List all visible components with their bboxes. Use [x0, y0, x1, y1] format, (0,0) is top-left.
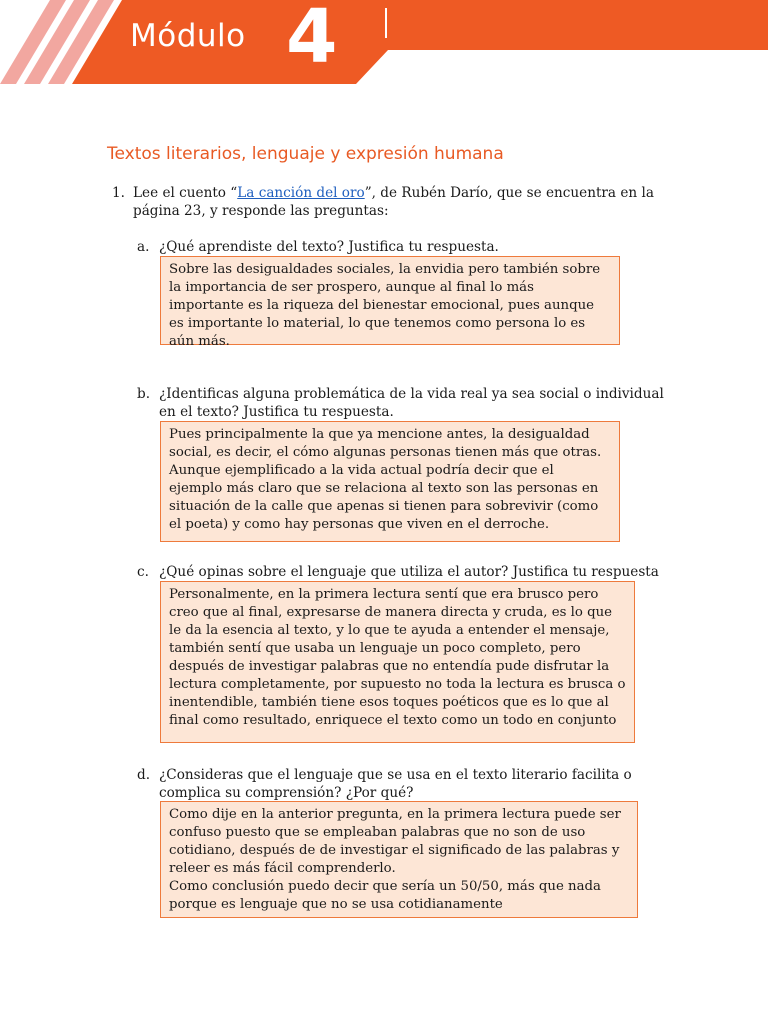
- subquestion-text: ¿Identificas alguna problemática de la vida real ya sea social o individual en el texto? Justifica tu respuesta.: [159, 386, 664, 420]
- section-title: Textos literarios, lenguaje y expresión humana: [107, 144, 504, 164]
- subquestion-text: ¿Qué aprendiste del texto? Justifica tu respuesta.: [159, 239, 499, 255]
- subquestion-text: ¿Qué opinas sobre el lenguaje que utiliza el autor? Justifica tu respuesta: [159, 564, 659, 580]
- module-label: Módulo: [130, 18, 246, 54]
- module-number: 4: [286, 0, 338, 80]
- subquestion-b: [137, 385, 667, 421]
- header-graphic: [0, 0, 768, 86]
- subquestion-c: [137, 563, 667, 581]
- question-1: [112, 184, 672, 220]
- module-header-banner: [0, 0, 768, 86]
- subquestion-letter: d.: [137, 767, 151, 783]
- subquestion-d: [137, 766, 667, 802]
- question-suffix: ”, de Rubén Darío, que se encuentra en la página 23, y responde las preguntas:: [133, 185, 654, 219]
- subquestion-a: [137, 238, 667, 256]
- subquestion-letter: b.: [137, 386, 151, 402]
- answer-box-c[interactable]: Personalmente, en la primera lectura sentí que era brusco pero creo que al final, expresarse de manera directa y cruda, es lo que le da la esencia al texto, y lo que te ayuda a entender el mensaje, también sentí que usaba un lenguaje un poco completo, pero después de investigar palabras que no entendía pude disfrutar la lectura completamente, por supuesto no toda la lectura es brusca o inentendible, también tiene esos toques poéticos que es lo que al final como resultado, enriquece el texto como un todo en conjunto: [160, 581, 635, 743]
- subquestion-letter: c.: [137, 564, 149, 580]
- subquestion-text: ¿Consideras que el lenguaje que se usa en el texto literario facilita o complica su comprensión? ¿Por qué?: [159, 767, 632, 801]
- answer-box-d[interactable]: Como dije en la anterior pregunta, en la primera lectura puede ser confuso puesto que se empleaban palabras que no son de uso cotidiano, después de de investigar el significado de las palabras y releer es más fácil comprenderlo. Como conclusión puedo decir que sería un 50/50, más que nada porque es lenguaje que no se usa cotidianamente: [160, 801, 638, 918]
- subquestion-letter: a.: [137, 239, 150, 255]
- question-text: [133, 184, 672, 220]
- answer-box-b[interactable]: Pues principalmente la que ya mencione antes, la desigualdad social, es decir, el cómo algunas personas tienen más que otras. Aunque ejemplificado a la vida actual podría decir que el ejemplo más claro que se relaciona al texto son las personas en situación de la calle que apenas si tienen para sobrevivir (como el poeta) y como hay personas que viven en el derroche.: [160, 421, 620, 542]
- question-number: 1.: [112, 185, 125, 201]
- story-link[interactable]: La canción del oro: [237, 185, 365, 201]
- answer-box-a[interactable]: Sobre las desigualdades sociales, la envidia pero también sobre la importancia de ser prospero, aunque al final lo más importante es la riqueza del bienestar emocional, pues aunque es importante lo material, lo que tenemos como persona lo es aún más.: [160, 256, 620, 345]
- header-divider: [385, 8, 387, 38]
- question-prefix: Lee el cuento “: [133, 185, 238, 201]
